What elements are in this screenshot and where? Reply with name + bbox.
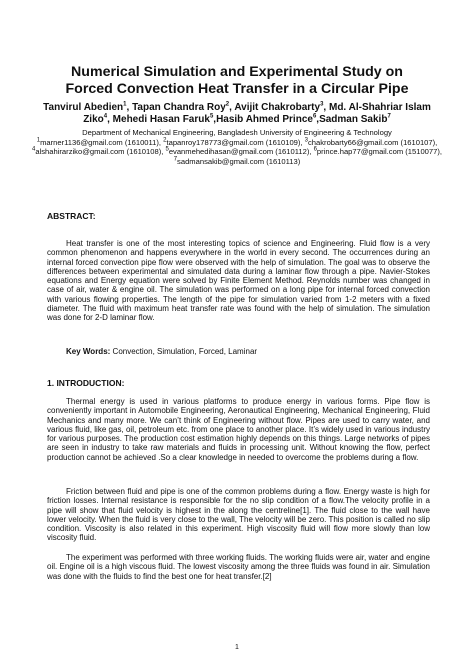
keywords	[66, 347, 257, 356]
email-entry: chakrobarty66@gmail.com (1610107),	[308, 137, 438, 147]
intro-heading: 1. INTRODUCTION:	[47, 378, 125, 388]
author: Tanvirul Abedien$^1$,	[43, 101, 133, 113]
author: Sadman Sakib$^7$	[319, 113, 391, 125]
email-entry: prince.hap77@gmail.com (1510077),	[316, 147, 442, 156]
author: Hasib Ahmed Prince$^6$,	[216, 113, 320, 125]
affiliation: Department of Mechanical Engineering, Bangladesh University of Engineering & Technology	[82, 128, 392, 137]
paper-title	[40, 64, 434, 98]
email-entry: marner1136@gmail.com (1610011),	[40, 137, 164, 147]
title-line-1: Numerical Simulation and Experimental Study on	[71, 64, 403, 80]
affiliation-block	[20, 128, 454, 166]
author: Md. Al-Shahriar Islam Ziko$^4$,	[83, 102, 431, 125]
page-number: 1	[235, 644, 239, 651]
author: Avijit Chakrobarty$^3$,	[234, 101, 329, 113]
title-line-2: Forced Convection Heat Transfer in a Circular Pipe	[65, 81, 409, 97]
intro-paragraph-1: Thermal energy is used in various platforms to produce energy in various forms. Pipe flow is conveniently important in Automobile Engineering, Aeronautical Engineering, Mechanical Engineering, Fluid Mechanics and many more. We can’t think of Engineering without flow. Pipes are used to carry water, and various fluid, like gas, oil, petroleum etc. from one place to another place. It’s widely used in various industry for various purposes. The production cost estimation highly depends on this things. Large networks of pipes are seen in industry to take raw materials and fluids in processing unit. Without knowing the flow, perfect production cannot be achieved .So a clear knowledge in needed to overcome the problems during a flow.	[47, 397, 430, 462]
email-entry: evanmehedihasan@gmail.com (1610112),	[168, 147, 314, 156]
email-list: $^1$marner1136@gmail.com (1610011), $^2$tapanroy178773@gmail.com (1610109), $^3$chakrobarty66@gmail.com (1610107), $^4$alshahirarziko@gmail.com (1610108), $^5$evanmehedihasan@gmail.com (1610112), $^6$prince.hap77@gmail.com (1510077), $^7$sadmansakib@gmail.com (1610113)	[32, 136, 442, 166]
author: Mehedi Hasan Faruk$^5$,	[112, 113, 217, 125]
author: Tapan Chandra Roy$^2$,	[132, 101, 235, 113]
intro-paragraph-2: Friction between fluid and pipe is one of the common problems during a flow. Energy waste is high for friction losses. Internal resistance is responsible for the no slip condition of a flow.The velocity profile in a pipe will show that fluid velocity is highest in the along the centreline[1]. The fluid close to the wall have lower velocity. When the fluid is very close to the wall, The velocity will be zero. This position is called no slip condition. Viscosity is also related in this experiment. High viscosity fluid will flow more slowly than low viscosity fluid.	[47, 487, 430, 543]
abstract-text: Heat transfer is one of the most interesting topics of science and Engineering. Fluid flow is a very common phenomenon and happens everywhere in the world in every second. The occurrences during an internal forced convection pipe flow were observed with the help of simulation. The goal was to observe the differences between experimental and simulated data during a laminar flow through a pipe. Navier-Stokes equations and Energy equation were solved by Finite Element Method. Reynolds number was changed in case of air, water & engine oil. The simulation was performed on a long pipe for internal forced convection with various flowing properties. The length of the pipe for simulation varied from 1-2 meters with a fixed diameter. The fluid with maximum heat transfer rate was found with the help of simulation. The simulation was done for 2-D laminar flow.	[47, 239, 430, 323]
author-list	[40, 102, 434, 126]
email-entry: tapanroy178773@gmail.com (1610109),	[166, 137, 305, 147]
abstract-heading: ABSTRACT:	[47, 211, 96, 221]
email-entry: sadmansakib@gmail.com (1610113)	[177, 156, 301, 166]
keywords-label: Key Words:	[66, 347, 111, 356]
email-entry: alshahirarziko@gmail.com (1610108),	[35, 147, 166, 156]
intro-paragraph-3: The experiment was performed with three working fluids. The working fluids were air, water and engine oil. Engine oil is a high viscous fluid. The lowest viscosity among the three fluids was found in air. Simulation was done with the fluids to find the best one for heat transfer.[2]	[47, 553, 430, 581]
keywords-value: Convection, Simulation, Forced, Laminar	[112, 347, 258, 356]
